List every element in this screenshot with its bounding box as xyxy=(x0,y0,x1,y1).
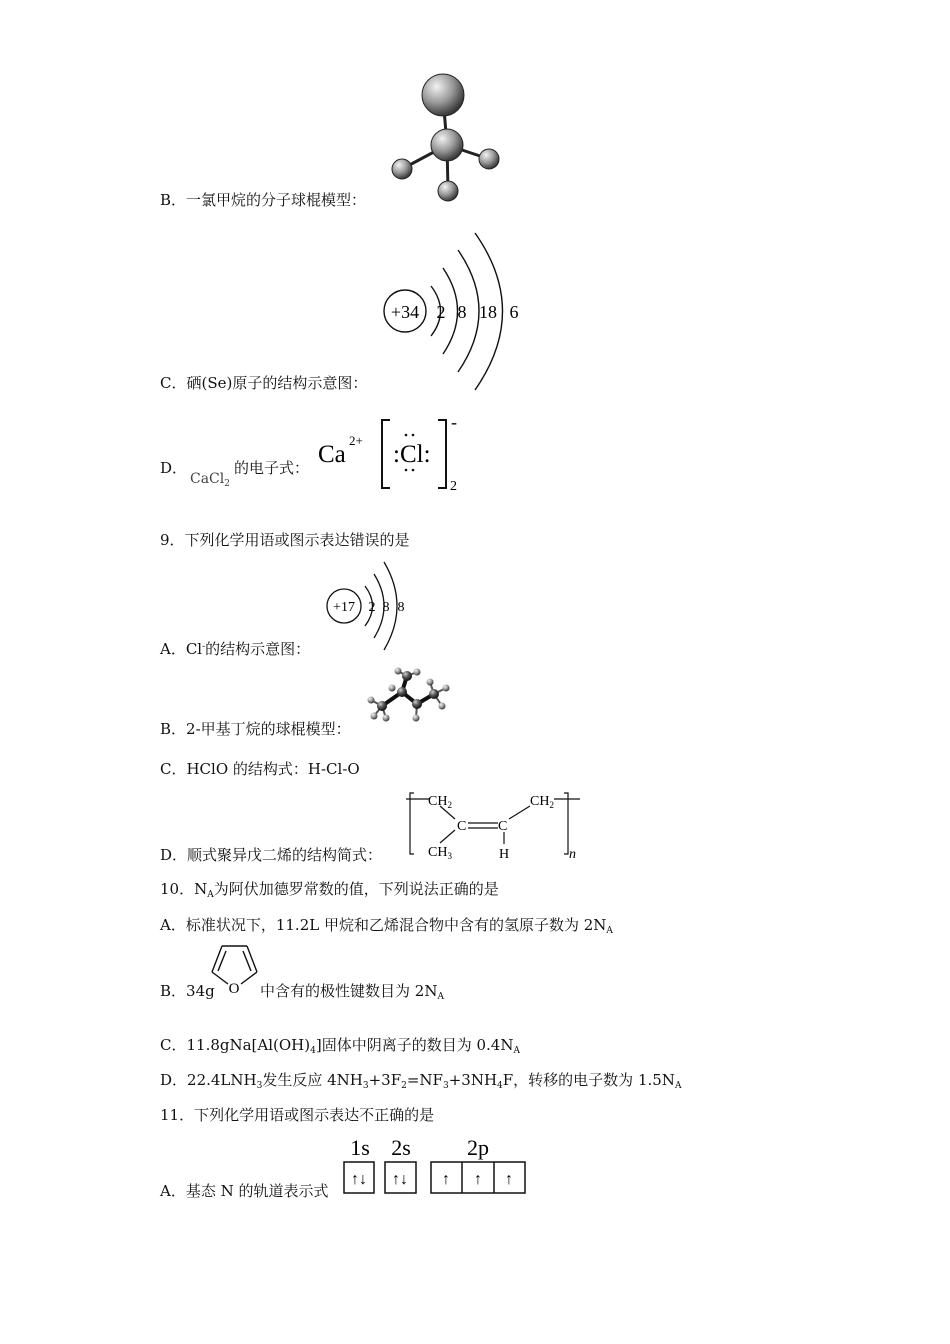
hydrogen-atom xyxy=(368,697,375,704)
poly-bond xyxy=(440,830,455,843)
cis-polyisoprene-structure xyxy=(400,788,600,868)
furan-bond xyxy=(247,946,257,972)
chloride-anion: :Cl: xyxy=(393,441,431,468)
svg-text:CH2 xyxy=(428,794,452,810)
selenium-structure-diagram xyxy=(378,230,578,400)
ch2-left-sub: 2 xyxy=(447,800,452,810)
electron-pair-arrows: ↑↓ xyxy=(351,1171,367,1188)
cacl2-electron-formula xyxy=(315,410,475,500)
orbital-label-1s: 1s xyxy=(350,1135,370,1160)
hydrogen-atom xyxy=(371,713,378,720)
lone-pair-dot xyxy=(412,434,415,437)
ch3-sub: 3 xyxy=(447,851,452,861)
carbon-atom xyxy=(431,129,463,161)
q9-stem: 9．下列化学用语或图示表达错误的是 xyxy=(160,531,410,549)
ch2-right-sub: 2 xyxy=(549,800,554,810)
cl-nucleus-charge: +17 xyxy=(333,600,355,615)
q8-option-d-text: 的电子式： xyxy=(234,459,310,477)
q9-option-c: C．HClO 的结构式：H-Cl-O xyxy=(160,760,360,778)
lone-pair-dot xyxy=(412,469,415,472)
poly-left-bracket xyxy=(410,793,414,854)
lone-pair-dot xyxy=(405,434,408,437)
q10-option-a: A．标准状况下，11.2L 甲烷和乙烯混合物中含有的氢原子数为 $2N_A$ xyxy=(160,916,613,936)
hydrogen-atom xyxy=(392,159,412,179)
chloromethane-bonds xyxy=(402,97,489,190)
q9-option-d: D．顺式聚异戊二烯的结构简式： xyxy=(160,846,383,864)
ch3-group: CH xyxy=(428,845,448,860)
q8-option-d-label: D． xyxy=(160,459,188,477)
se-nucleus-charge: +34 xyxy=(390,302,420,322)
se-shell-count: 2 xyxy=(436,302,446,322)
carbon-atom xyxy=(402,671,412,681)
orbital-label-2s: 2s xyxy=(391,1135,411,1160)
q10-option-b-text: 中含有的极性键数目为 $2N_A$ xyxy=(260,982,444,1002)
q10-stem: 10．$N_A$为阿伏加德罗常数的值，下列说法正确的是 xyxy=(160,880,499,900)
furan-ring-structure xyxy=(206,942,266,1002)
carbon-atom xyxy=(377,701,387,711)
hydrogen-atom xyxy=(395,668,402,675)
right-bracket xyxy=(438,420,446,488)
q10-option-d: D．$22.4LNH_3$发生反应 $4NH_3+3F_2=NF_3+3NH_4F$，转移的电子数为 $1.5N_A$ xyxy=(160,1071,682,1091)
cl-shell-count: 8 xyxy=(397,600,405,615)
carbon-atom xyxy=(397,687,407,697)
furan-bond xyxy=(212,946,222,972)
hydrogen-atom xyxy=(383,715,390,722)
electron-arrow: ↑ xyxy=(474,1171,482,1188)
hydrogen-h: H xyxy=(499,847,510,862)
hydrogen-atom xyxy=(389,685,396,692)
poly-right-bracket xyxy=(564,793,568,854)
q8-option-c: C．硒(Se)原子的结构示意图： xyxy=(160,374,368,392)
electron-arrow: ↑ xyxy=(505,1171,513,1188)
se-shell-count: 6 xyxy=(509,302,519,322)
left-bracket xyxy=(382,420,390,488)
q11-stem: 11．下列化学用语或图示表达不正确的是 xyxy=(160,1106,435,1124)
nitrogen-orbital-diagram xyxy=(338,1133,538,1198)
ch2-left: CH xyxy=(428,794,448,809)
carbon-c1: C xyxy=(457,819,467,834)
calcium-charge: 2+ xyxy=(349,433,363,448)
carbon-atom xyxy=(412,699,422,709)
chlorine-atom xyxy=(422,74,464,116)
carbon-c2: C xyxy=(498,819,508,834)
orbital-label-2p: 2p xyxy=(467,1135,489,1160)
cl-shell-count: 8 xyxy=(382,600,390,615)
furan-bond xyxy=(241,972,257,984)
furan-oxygen: O xyxy=(228,981,240,997)
electron-pair-arrows: ↑↓ xyxy=(392,1171,408,1188)
hydrogen-atom xyxy=(438,181,458,201)
carbon-atom xyxy=(429,689,439,699)
electron-arrow: ↑ xyxy=(442,1171,450,1188)
hydrogen-atom xyxy=(479,149,499,169)
q9-option-a: A．Cl-的结构示意图： xyxy=(160,640,311,658)
q8-option-d-formula: CaCl$_2$ xyxy=(190,471,230,489)
ch2-right: CH xyxy=(530,794,550,809)
se-shell-count: 8 xyxy=(457,302,467,322)
anion-count: 2 xyxy=(450,479,457,494)
hydrogen-atom xyxy=(427,679,434,686)
svg-text:CH2 xyxy=(530,794,554,810)
chloride-ion-structure-diagram xyxy=(322,560,422,660)
repeat-n: n xyxy=(569,847,576,862)
q9-option-b: B．2-甲基丁烷的球棍模型： xyxy=(160,720,351,738)
poly-bond xyxy=(509,806,530,819)
q11-option-a: A．基态 N 的轨道表示式 xyxy=(160,1182,329,1200)
se-shell-count: 18 xyxy=(479,302,497,322)
cl-shell-count: 2 xyxy=(368,600,376,615)
lone-pair-dot xyxy=(405,469,408,472)
calcium-cation: Ca xyxy=(318,441,346,468)
furan-bond xyxy=(212,972,228,984)
hydrogen-atom xyxy=(413,715,420,722)
hydrogen-atom xyxy=(414,669,421,676)
anion-charge: - xyxy=(451,412,457,432)
q10-option-b-prefix: B．34g xyxy=(160,982,215,1000)
hydrogen-atom xyxy=(439,703,446,710)
hydrogen-atom xyxy=(443,685,450,692)
q8-option-b: B．一氯甲烷的分子球棍模型： xyxy=(160,191,367,209)
q10-option-c: C．$11.8gNa[Al(OH)_4]$固体中阴离子的数目为 $0.4N_A$ xyxy=(160,1036,520,1056)
svg-text:CH3 xyxy=(428,845,452,861)
methylbutane-ball-stick-model xyxy=(362,668,472,738)
